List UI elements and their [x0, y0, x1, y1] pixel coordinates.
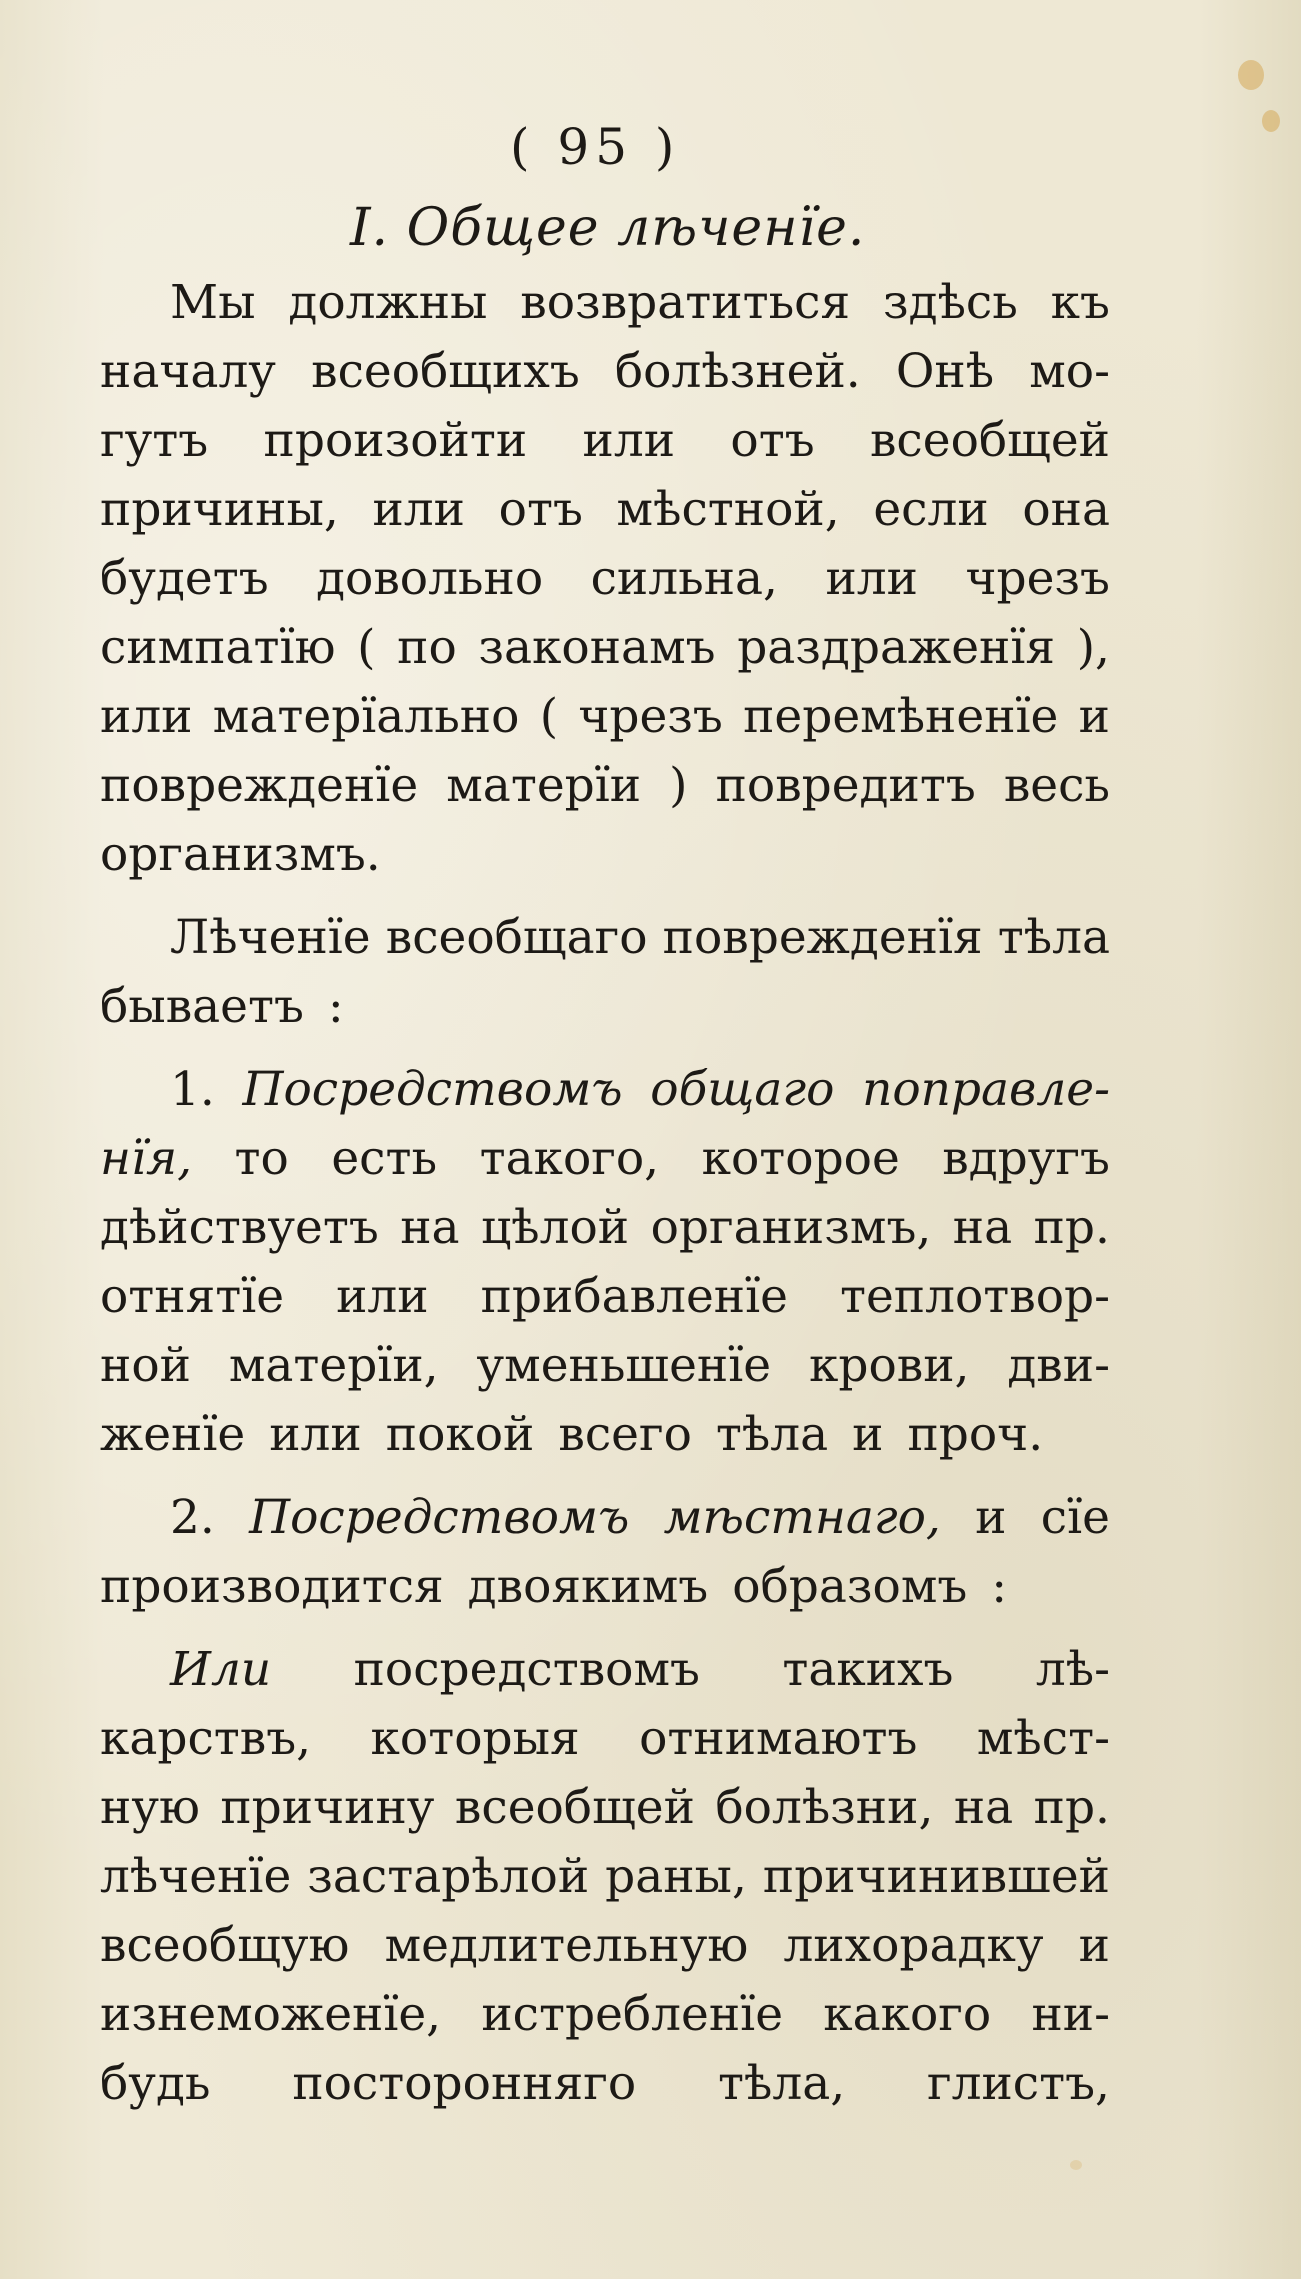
page-number: ( 95 ) [510, 118, 681, 176]
word: перемѣненїе [743, 689, 1059, 744]
word: застарѣлой [307, 1849, 590, 1904]
word: дви- [1007, 1338, 1110, 1393]
word: двоякимъ [467, 1559, 709, 1614]
text-line [100, 337, 1110, 406]
word: дѣйствуетъ [100, 1200, 379, 1255]
text-line [100, 2049, 1110, 2118]
word: общаго [650, 1062, 835, 1117]
text-line [100, 544, 1110, 613]
word: чрезъ [965, 551, 1110, 606]
word: которое [701, 1131, 900, 1186]
word: мѣстнаго, [663, 1490, 941, 1545]
word: матерїи, [228, 1338, 439, 1393]
word: медлительную [384, 1918, 749, 1973]
word: произойти [263, 413, 528, 468]
word: тѣла [715, 1407, 829, 1462]
word: бываетъ [100, 979, 304, 1034]
word: прибавленїе [480, 1269, 788, 1324]
word: ( [357, 620, 376, 675]
word: пр. [1033, 1780, 1110, 1835]
word: посторонняго [292, 2056, 637, 2111]
text-line [100, 682, 1110, 751]
word: вдругъ [942, 1131, 1110, 1186]
word: должны [288, 275, 488, 330]
word: лѣ- [1035, 1642, 1110, 1697]
word: симпатїю [100, 620, 336, 675]
word: образомъ [732, 1559, 968, 1614]
word: Посредствомъ [249, 1490, 630, 1545]
word: нїя, [100, 1131, 193, 1186]
word: сїе [1040, 1490, 1110, 1545]
word: повредитъ [715, 758, 976, 813]
word: она [1022, 482, 1110, 537]
word: карствъ, [100, 1711, 312, 1766]
word: Онѣ [895, 344, 995, 399]
word: теплотвор- [839, 1269, 1110, 1324]
word: поправле- [862, 1062, 1110, 1117]
word: и [852, 1407, 884, 1462]
word: то [234, 1131, 289, 1186]
word: весь [1003, 758, 1110, 813]
word: производится [100, 1559, 444, 1614]
text-line [100, 1193, 1110, 1262]
word: которыя [370, 1711, 580, 1766]
text-line [100, 1911, 1110, 1980]
word: : [327, 979, 344, 1034]
text-line [100, 1704, 1110, 1773]
word: ную [100, 1780, 200, 1835]
word: всеобщаго [385, 910, 648, 965]
word: лихорадку [783, 1918, 1044, 1973]
word: пр. [1033, 1200, 1110, 1255]
text-line [100, 1331, 1110, 1400]
text-line [100, 1552, 1110, 1621]
word: Или [170, 1642, 272, 1697]
word: поврежденїя [662, 910, 983, 965]
word: ) [669, 758, 688, 813]
word: отнимаютъ [639, 1711, 918, 1766]
body-text [100, 268, 1110, 2118]
text-line [100, 820, 1110, 889]
word: Мы [170, 275, 256, 330]
text-line [100, 903, 1110, 972]
word: и [975, 1490, 1007, 1545]
word: болѣзней. [614, 344, 861, 399]
word: возвратиться [520, 275, 851, 330]
text-line [100, 1980, 1110, 2049]
word: Посредствомъ [242, 1062, 623, 1117]
word: тѣла, [718, 2056, 846, 2111]
text-line [100, 613, 1110, 682]
word: 1. [170, 1062, 215, 1117]
word: законамъ [478, 620, 716, 675]
word: причину [220, 1780, 435, 1835]
word: или [825, 551, 918, 606]
word: и [1078, 689, 1110, 744]
word: причинившей [762, 1849, 1110, 1904]
word: причины, [100, 482, 339, 537]
section-title: I. Общее лѣченїе. [350, 198, 866, 258]
word: мѣстной, [616, 482, 840, 537]
word: : [991, 1559, 1008, 1614]
text-line [100, 406, 1110, 475]
word: поврежденїе [100, 758, 419, 813]
word: уменьшенїе [476, 1338, 772, 1393]
word: ной [100, 1338, 191, 1393]
word: и [1078, 1918, 1110, 1973]
word: проч. [907, 1407, 1044, 1462]
word: 2. [170, 1490, 215, 1545]
text-line [100, 475, 1110, 544]
text-line [100, 1400, 1110, 1469]
word: отъ [730, 413, 815, 468]
word: если [873, 482, 989, 537]
word: матерїи [446, 758, 642, 813]
text-line [100, 1483, 1110, 1552]
word: лѣченїе [100, 1849, 292, 1904]
text-line [100, 972, 1110, 1041]
word: довольно [316, 551, 544, 606]
word: сильна, [590, 551, 778, 606]
word: всего [558, 1407, 692, 1462]
word: на [952, 1200, 1013, 1255]
word: такого, [479, 1131, 660, 1186]
word: болѣзни, [715, 1780, 934, 1835]
text-line [100, 1262, 1110, 1331]
word: ), [1076, 620, 1110, 675]
word: или [336, 1269, 429, 1324]
word: на [400, 1200, 460, 1255]
word: крови, [808, 1338, 970, 1393]
word: началу [100, 344, 276, 399]
word: Лѣченїе [170, 910, 371, 965]
text-line [100, 268, 1110, 337]
text-line [100, 751, 1110, 820]
word: будь [100, 2056, 211, 2111]
word: мѣст- [976, 1711, 1110, 1766]
word: глистъ, [927, 2056, 1110, 2111]
word: здѣсь [883, 275, 1018, 330]
text-line [100, 1635, 1110, 1704]
word: раны, [605, 1849, 747, 1904]
word: такихъ [782, 1642, 954, 1697]
word: посредствомъ [353, 1642, 700, 1697]
word: матерїально [212, 689, 520, 744]
age-stain [1238, 60, 1264, 90]
word: чрезъ [578, 689, 723, 744]
word: гутъ [100, 413, 209, 468]
word: изнеможенїе, [100, 1987, 442, 2042]
word: организмъ, [650, 1200, 932, 1255]
word: всеобщую [100, 1918, 350, 1973]
word: или [269, 1407, 362, 1462]
word: къ [1050, 275, 1110, 330]
text-line [100, 1773, 1110, 1842]
word: цѣлой [481, 1200, 630, 1255]
word: всеобщихъ [311, 344, 580, 399]
word: раздраженїя [737, 620, 1056, 675]
word: мо- [1029, 344, 1110, 399]
word: ни- [1031, 1987, 1110, 2042]
word: будетъ [100, 551, 269, 606]
word: или [582, 413, 676, 468]
word: какого [823, 1987, 992, 2042]
word: покой [385, 1407, 535, 1462]
age-stain [1070, 2160, 1082, 2170]
word: или [372, 482, 465, 537]
word: по [397, 620, 457, 675]
text-line [100, 1842, 1110, 1911]
word: или [100, 689, 193, 744]
word: тѣла [997, 910, 1110, 965]
text-line [100, 1124, 1110, 1193]
word: ( [539, 689, 559, 744]
word: всеобщей [869, 413, 1110, 468]
word: женїе [100, 1407, 246, 1462]
word: на [953, 1780, 1014, 1835]
word: организмъ. [100, 827, 381, 882]
text-line [100, 1055, 1110, 1124]
word: истребленїе [481, 1987, 784, 2042]
age-stain [1262, 110, 1280, 132]
word: всеобщей [454, 1780, 695, 1835]
word: отнятїе [100, 1269, 285, 1324]
word: есть [331, 1131, 438, 1186]
word: отъ [498, 482, 583, 537]
